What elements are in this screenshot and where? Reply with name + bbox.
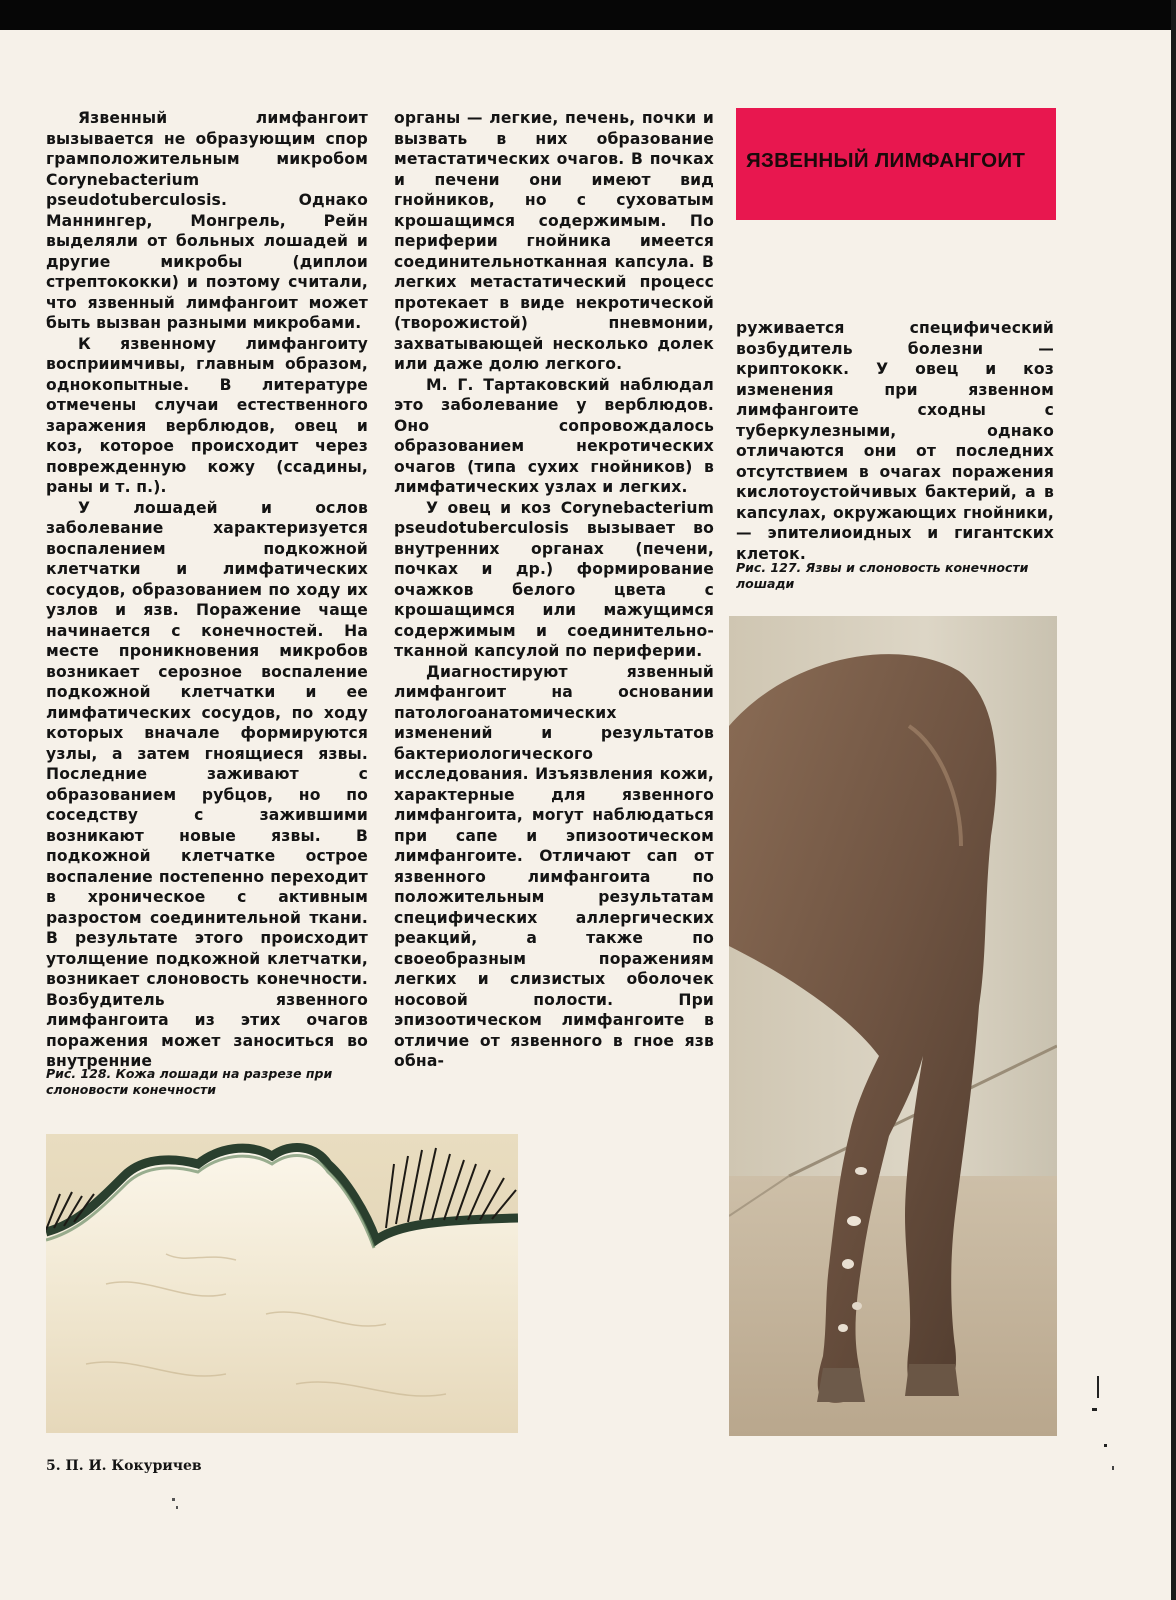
figure-caption-128: Рис. 128. Кожа лошади на разрезе при слоновости конечности — [46, 1066, 333, 1097]
paragraph: органы — легкие, печень, почки и вызвать в них образование метастатических очагов. В почках и печени они имеют вид гнойников, но с суховатым крошащимся содержимым. По периферии гнойника имеется соединительнотканная капсула. В легких метастатический процесс протекает в виде некротической (творожистой) пневмонии, захватывающей несколько долек или даже долю легкого. — [394, 109, 714, 373]
section-title: ЯЗВЕННЫЙ ЛИМФАНГОИТ — [746, 149, 1026, 172]
paragraph: К язвенному лимфангоиту восприимчивы, главным образом, однокопытные. В литературе отмечены случаи естественного заражения верблюдов, овец и коз, которое происходит через поврежденную кожу (ссадины, раны и т. п.). — [46, 334, 368, 496]
paragraph: Язвенный лимфангоит вызывается не образующим спор грамположительным микробом Corynebacterium pseudotuberculosis. Однако Маннингер, Монгрель, Рейн выделяли от больных лошадей и другие микробы (диплои стрептококки) и поэтому считали, что язвенный лимфангоит может быть вызван разными микробами. — [46, 109, 368, 332]
paragraph: У лошадей и ослов заболевание характеризуется воспалением подкожной клетчатки и лимфатических сосудов, образованием по ходу их узлов и язв. Поражение чаще начинается с конечностей. На месте проникновения микробов возникает серозное воспаление подкожной клетчатки и ее лимфатических сосудов, по ходу которых вначале формируются узлы, а затем гноящиеся язвы. Последние заживают с образованием рубцов, но по соседству с зажившими возникают новые язвы. В подкожной клетчатке острое воспаление постепенно переходит в хроническое с активным разростом соединительной ткани. В результате этого происходит утолщение подкожной клетчатки, возникает слоновость конечности. Возбудитель язвенного лимфангоита из этих очагов поражения может заноситься во внутренние — [46, 498, 368, 1070]
page-footer: 5. П. И. Кокуричев — [46, 1458, 202, 1474]
paragraph: Диагностируют язвенный лимфангоит на основании патологоанатомических изменений и результатов бактериологического исследования. Изъязвления кожи, характерные для язвенного лимфангоита, могут наблюдаться при сапе и эпизоотическом лимфангоите. Отличают сап от язвенного лимфангоита по положительным результатам специфических аллергических реакций, а также по своеобразным поражениям легких и слизистых оболочек носовой полости. При эпизоотическом лимфангоите в отличие от язвенного в гное язв обна- — [394, 662, 714, 1070]
paragraph: руживается специфический возбудитель болезни — криптококк. У овец и коз изменения при язвенном лимфангоите сходны с туберкулезными, однако отличаются они от последних отсутствием в очагах поражения кислотоустойчивых бактерий, а в капсулах, окружающих гнойники,— эпителиоидных и гигантских клеток. — [736, 319, 1054, 563]
paragraph: М. Г. Тартаковский наблюдал это заболевание у верблюдов. Оно сопровождалось образованием некротических очагов (типа сухих гнойников) в лимфатических узлах и легких. — [394, 375, 714, 496]
paragraph: У овец и коз Corynebacterium pseudotuberculosis вызывает во внутренних органах (печени, почках и др.) формирование очажков белого цвета с крошащимся или мажущимся содержимым и соединительно-тканной капсулой по периферии. — [394, 498, 714, 660]
figure-caption-127: Рис. 127. Язвы и слоновость конечности лошади — [736, 560, 1029, 591]
